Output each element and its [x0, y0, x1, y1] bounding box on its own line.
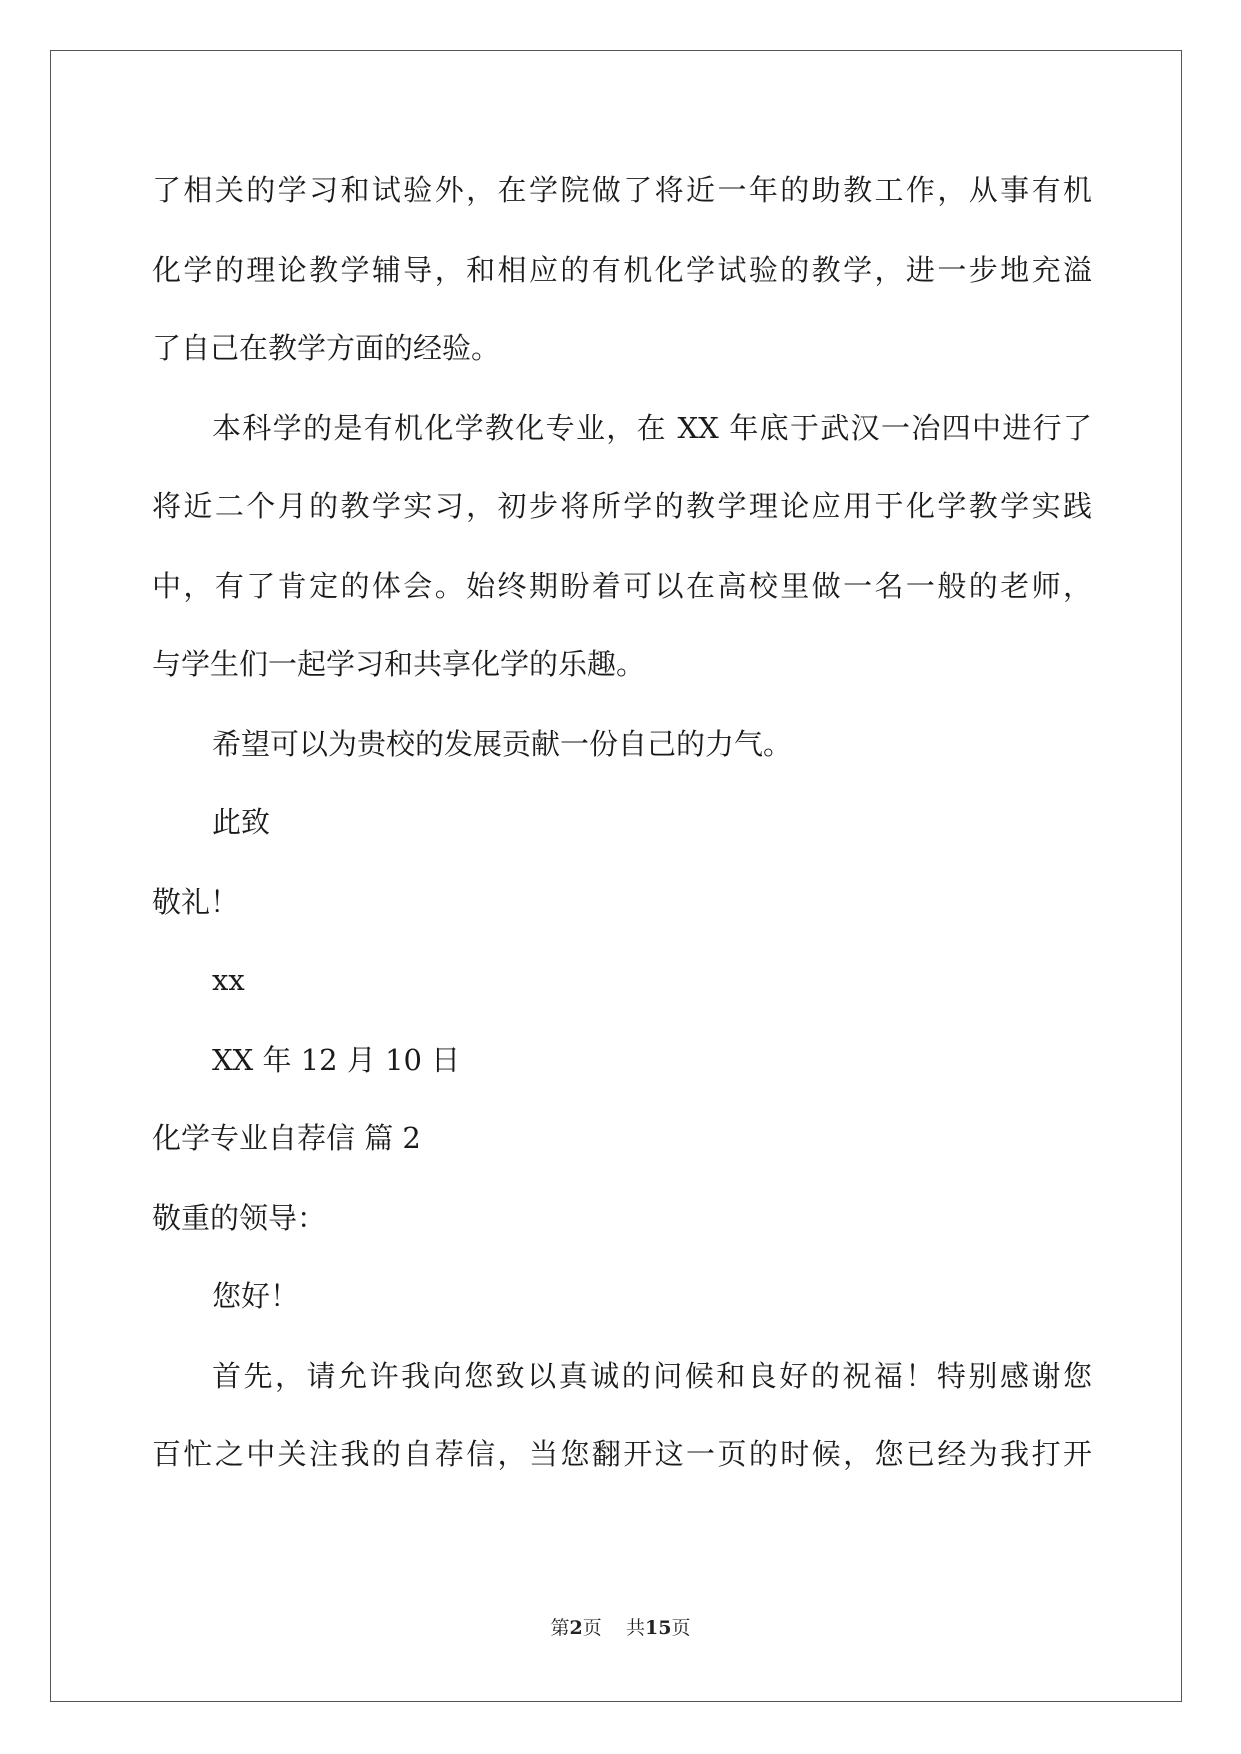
- paragraph-line: 希望可以为贵校的发展贡献一份自己的力气。: [212, 727, 793, 761]
- page-unit: 页: [582, 1617, 602, 1639]
- paragraph-line: 中，有了肯定的体会。始终期盼着可以在高校里做一名一般的老师，: [152, 569, 1092, 603]
- salutation-line: 敬礼！: [152, 885, 240, 919]
- paragraph-line: 本科学的是有机化学教化专业，在 XX 年底于武汉一冶四中进行了: [212, 411, 1092, 445]
- closing-line: 此致: [212, 805, 271, 839]
- paragraph-line: 百忙之中关注我的自荐信，当您翻开这一页的时候，您已经为我打开: [152, 1437, 1092, 1471]
- paragraph-line: 了相关的学习和试验外，在学院做了将近一年的助教工作，从事有机: [152, 173, 1092, 207]
- total-prefix: 共: [625, 1617, 645, 1639]
- signature-date: XX 年 12 月 10 日: [212, 1043, 461, 1077]
- paragraph-line: 首先，请允许我向您致以真诚的问候和良好的祝福！特别感谢您: [212, 1359, 1092, 1393]
- total-page-count: 15: [644, 1617, 672, 1639]
- page-prefix: 第: [550, 1617, 570, 1639]
- current-page-number: 2: [569, 1617, 583, 1639]
- paragraph-line: 与学生们一起学习和共享化学的乐趣。: [152, 647, 646, 681]
- paragraph-line: 将近二个月的教学实习，初步将所学的教学理论应用于化学教学实践: [152, 489, 1092, 523]
- paragraph-line: 化学的理论教学辅导，和相应的有机化学试验的教学，进一步地充溢: [152, 253, 1092, 287]
- greeting-line: 您好！: [212, 1279, 300, 1313]
- greeting-line: 敬重的领导：: [152, 1201, 327, 1235]
- signature-name: xx: [212, 963, 245, 997]
- paragraph-line: 了自己在教学方面的经验。: [152, 331, 501, 365]
- page-footer: [0, 1616, 1241, 1640]
- section-heading: 化学专业自荐信 篇 2: [152, 1121, 421, 1155]
- total-unit: 页: [671, 1617, 691, 1639]
